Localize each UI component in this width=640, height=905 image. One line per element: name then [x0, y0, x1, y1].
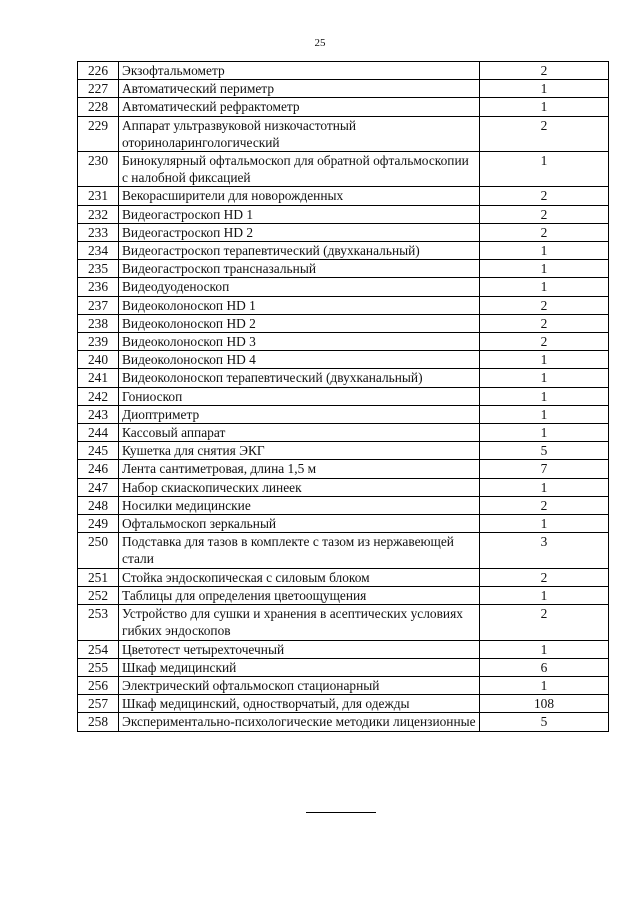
row-number: 254: [78, 640, 119, 658]
equipment-quantity: 1: [480, 640, 609, 658]
equipment-name: Набор скиаскопических линеек: [119, 478, 480, 496]
equipment-name: Видеогастроскоп HD 1: [119, 205, 480, 223]
row-number: 227: [78, 80, 119, 98]
table-row: [78, 369, 609, 387]
equipment-quantity: 1: [480, 369, 609, 387]
equipment-quantity: 1: [480, 405, 609, 423]
equipment-quantity: 1: [480, 351, 609, 369]
row-number: 226: [78, 62, 119, 80]
footer-divider: [306, 812, 376, 813]
row-number: 239: [78, 333, 119, 351]
equipment-name: Векорасширители для новорожденных: [119, 187, 480, 205]
table-row: [78, 695, 609, 713]
equipment-name: Экспериментально-психологические методики лицензионные: [119, 713, 480, 731]
equipment-quantity: 2: [480, 62, 609, 80]
row-number: 236: [78, 278, 119, 296]
equipment-quantity: 1: [480, 676, 609, 694]
equipment-name: Автоматический периметр: [119, 80, 480, 98]
row-number: 238: [78, 314, 119, 332]
table-row: [78, 515, 609, 533]
row-number: 234: [78, 242, 119, 260]
equipment-quantity: 1: [480, 80, 609, 98]
equipment-quantity: 2: [480, 496, 609, 514]
equipment-name: Автоматический рефрактометр: [119, 98, 480, 116]
equipment-quantity: 1: [480, 278, 609, 296]
row-number: 249: [78, 515, 119, 533]
table-row: [78, 605, 609, 640]
equipment-name: Экзофтальмометр: [119, 62, 480, 80]
table-row: [78, 62, 609, 80]
equipment-quantity: 2: [480, 568, 609, 586]
table-row: [78, 205, 609, 223]
equipment-name: Кассовый аппарат: [119, 424, 480, 442]
equipment-quantity: 2: [480, 116, 609, 151]
page-number: 25: [314, 37, 326, 49]
equipment-name: Лента сантиметровая, длина 1,5 м: [119, 460, 480, 478]
row-number: 253: [78, 605, 119, 640]
equipment-quantity: 6: [480, 658, 609, 676]
row-number: 255: [78, 658, 119, 676]
row-number: 258: [78, 713, 119, 731]
row-number: 256: [78, 676, 119, 694]
row-number: 247: [78, 478, 119, 496]
equipment-table: [77, 61, 609, 732]
equipment-name: Видеодуоденоскоп: [119, 278, 480, 296]
equipment-name: Носилки медицинские: [119, 496, 480, 514]
equipment-quantity: 1: [480, 152, 609, 187]
table-row: [78, 314, 609, 332]
equipment-quantity: 1: [480, 242, 609, 260]
equipment-quantity: 2: [480, 314, 609, 332]
table-row: [78, 658, 609, 676]
row-number: 232: [78, 205, 119, 223]
equipment-name: Видеогастроскоп HD 2: [119, 223, 480, 241]
equipment-name: Бинокулярный офтальмоскоп для обратной офтальмоскопии с налобной фиксацией: [119, 152, 480, 187]
equipment-name: Шкаф медицинский, одностворчатый, для одежды: [119, 695, 480, 713]
equipment-quantity: 2: [480, 296, 609, 314]
row-number: 228: [78, 98, 119, 116]
equipment-quantity: 5: [480, 442, 609, 460]
equipment-table-body: [78, 62, 609, 732]
table-row: [78, 568, 609, 586]
equipment-name: Видеоколоноскоп HD 4: [119, 351, 480, 369]
table-row: [78, 223, 609, 241]
table-row: [78, 152, 609, 187]
equipment-name: Аппарат ультразвуковой низкочастотный оториноларингологический: [119, 116, 480, 151]
row-number: 237: [78, 296, 119, 314]
equipment-quantity: 3: [480, 533, 609, 568]
equipment-name: Видеоколоноскоп HD 3: [119, 333, 480, 351]
equipment-name: Устройство для сушки и хранения в асептических условиях гибких эндоскопов: [119, 605, 480, 640]
equipment-name: Диоптриметр: [119, 405, 480, 423]
equipment-quantity: 1: [480, 424, 609, 442]
table-row: [78, 296, 609, 314]
equipment-quantity: 2: [480, 205, 609, 223]
table-row: [78, 424, 609, 442]
equipment-quantity: 1: [480, 98, 609, 116]
equipment-name: Видеоколоноскоп HD 1: [119, 296, 480, 314]
equipment-quantity: 1: [480, 478, 609, 496]
table-row: [78, 351, 609, 369]
row-number: 235: [78, 260, 119, 278]
equipment-name: Таблицы для определения цветоощущения: [119, 586, 480, 604]
equipment-name: Стойка эндоскопическая с силовым блоком: [119, 568, 480, 586]
equipment-name: Видеоколоноскоп терапевтический (двухканальный): [119, 369, 480, 387]
row-number: 241: [78, 369, 119, 387]
table-row: [78, 405, 609, 423]
table-row: [78, 242, 609, 260]
table-row: [78, 80, 609, 98]
row-number: 251: [78, 568, 119, 586]
equipment-quantity: 1: [480, 387, 609, 405]
table-row: [78, 586, 609, 604]
equipment-name: Гониоскоп: [119, 387, 480, 405]
table-row: [78, 478, 609, 496]
equipment-quantity: 2: [480, 605, 609, 640]
table-row: [78, 116, 609, 151]
table-row: [78, 713, 609, 731]
equipment-name: Подставка для тазов в комплекте с тазом из нержавеющей стали: [119, 533, 480, 568]
row-number: 231: [78, 187, 119, 205]
table-row: [78, 387, 609, 405]
row-number: 244: [78, 424, 119, 442]
equipment-quantity: 1: [480, 515, 609, 533]
equipment-quantity: 1: [480, 586, 609, 604]
table-row: [78, 460, 609, 478]
equipment-quantity: 108: [480, 695, 609, 713]
table-row: [78, 533, 609, 568]
row-number: 252: [78, 586, 119, 604]
row-number: 229: [78, 116, 119, 151]
row-number: 242: [78, 387, 119, 405]
equipment-quantity: 2: [480, 223, 609, 241]
table-row: [78, 278, 609, 296]
row-number: 243: [78, 405, 119, 423]
table-row: [78, 442, 609, 460]
row-number: 230: [78, 152, 119, 187]
equipment-name: Видеогастроскоп трансназальный: [119, 260, 480, 278]
equipment-quantity: 2: [480, 187, 609, 205]
table-row: [78, 676, 609, 694]
equipment-name: Офтальмоскоп зеркальный: [119, 515, 480, 533]
table-row: [78, 260, 609, 278]
row-number: 248: [78, 496, 119, 514]
row-number: 250: [78, 533, 119, 568]
row-number: 233: [78, 223, 119, 241]
equipment-quantity: 5: [480, 713, 609, 731]
equipment-name: Электрический офтальмоскоп стационарный: [119, 676, 480, 694]
equipment-quantity: 7: [480, 460, 609, 478]
table-row: [78, 333, 609, 351]
equipment-quantity: 2: [480, 333, 609, 351]
table-row: [78, 187, 609, 205]
row-number: 246: [78, 460, 119, 478]
equipment-name: Видеогастроскоп терапевтический (двухканальный): [119, 242, 480, 260]
row-number: 257: [78, 695, 119, 713]
row-number: 245: [78, 442, 119, 460]
row-number: 240: [78, 351, 119, 369]
equipment-quantity: 1: [480, 260, 609, 278]
table-row: [78, 496, 609, 514]
table-row: [78, 98, 609, 116]
equipment-name: Шкаф медицинский: [119, 658, 480, 676]
equipment-name: Кушетка для снятия ЭКГ: [119, 442, 480, 460]
equipment-name: Цветотест четырехточечный: [119, 640, 480, 658]
equipment-name: Видеоколоноскоп HD 2: [119, 314, 480, 332]
table-row: [78, 640, 609, 658]
